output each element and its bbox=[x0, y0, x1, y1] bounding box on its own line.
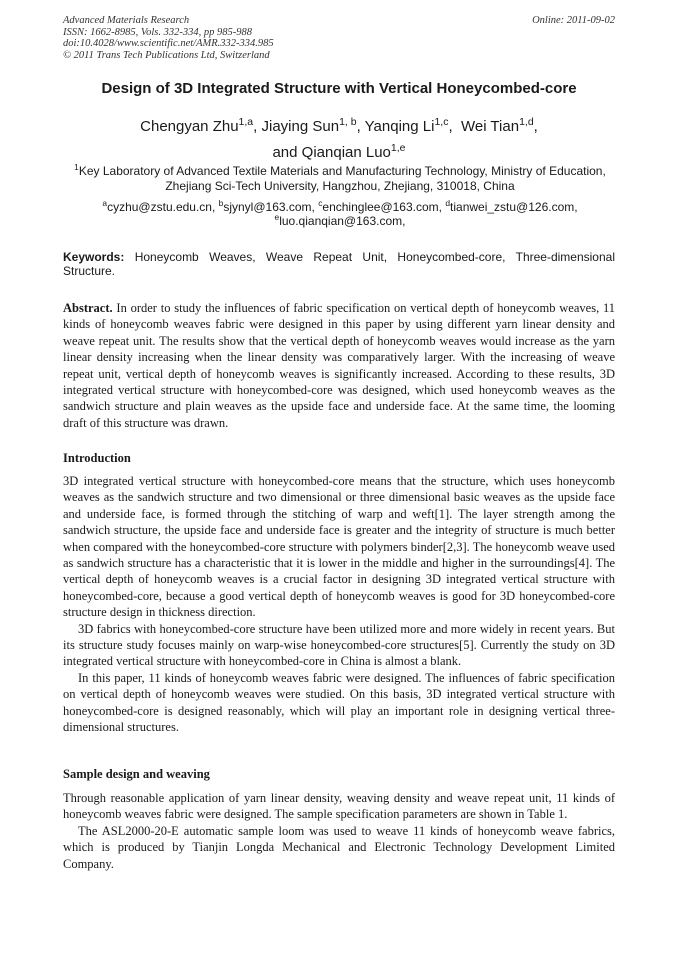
author-name: Jiaying Sun bbox=[261, 118, 340, 135]
keywords-text: Honeycomb Weaves, Weave Repeat Unit, Honeycombed-core, Three-dimensional Structure. bbox=[63, 250, 615, 278]
paragraph: The ASL2000-20-E automatic sample loom was used to weave 11 kinds of honeycomb weave fabrics, which is produced by Tianjin Longda Mechanical and Electronic Technology Development Limited Company. bbox=[63, 823, 615, 871]
email-sup: e bbox=[274, 212, 280, 222]
affiliation-sup: 1 bbox=[74, 162, 79, 172]
journal-name: Advanced Materials Research bbox=[63, 15, 190, 26]
paragraph: Through reasonable application of yarn linear density, weaving density and weave repeat unit, 11 kinds of honeycomb weaves fabric were designed. The sample specification parameters are shown in Table 1. bbox=[63, 791, 615, 822]
affiliation-text-2: Zhejiang Sci-Tech University, Hangzhou, Zhejiang, 310018, China bbox=[165, 179, 515, 193]
abstract-label: Abstract. bbox=[63, 301, 113, 315]
email-address: luo.qianqian@163.com, bbox=[279, 214, 406, 228]
author-name: and Qianqian Luo bbox=[272, 144, 391, 161]
author-sup: 1,c bbox=[434, 116, 449, 128]
author-line-2 bbox=[40, 140, 638, 166]
introduction-body bbox=[63, 473, 615, 736]
email-sup: d bbox=[445, 198, 451, 208]
paragraph: In this paper, 11 kinds of honeycomb weaves fabric were designed. The influences of fabric specification on vertical depth of honeycomb weaves were studied. On this basis, 3D integrated vertical structure with honeycombed-core is designed reasonably, which will play an important role in designing vertical three-dimensional structures. bbox=[63, 670, 615, 735]
email-line-2 bbox=[62, 214, 618, 228]
paper-title: Design of 3D Integrated Structure with Vertical Honeycombed-core bbox=[101, 80, 577, 97]
email-address: sjynyl@163.com, bbox=[223, 200, 319, 214]
abstract-text: In order to study the influences of fabric specification on vertical depth of honeycomb weaves, 11 kinds of honeycomb weaves fabric were designed in this paper by using different yarn linear density and weave repeat unit. The results show that the vertical depth of honeycomb weaves would increase as the yarn linear density increasing when the linear density was comparatively larger. With the increasing of weave repeat unit, vertical depth of honeycomb weaves is significantly increased. According to these results, 3D integrated vertical structure with honeycombed-core was designed, which used honeycomb weaves as the sandwich structure and plain weaves as the upside face and underside face. At the same time, the looming draft of this structure was drawn. bbox=[63, 301, 615, 430]
author-sep: , bbox=[253, 118, 262, 135]
paragraph: 3D integrated vertical structure with honeycombed-core means that the structure, which uses honeycomb weaves as the sandwich structure and two dimensional or three dimensional basic weaves as the upside face and underside face, is formed through the stitching of warp and weft[1]. The layer strength among the sandwich structure, the upside face and underside face is greater and the integrity of structure is much better when compared with the honeycombed-core structure with polymers binder[2,3]. The honeycomb weave used as sandwich structure has a characteristic that it is lower in the middle and higher in the surroundings[4]. The vertical depth of honeycomb weaves is a crucial factor in designing 3D integrated vertical structure with honeycombed-core, because a good vertical depth of honeycomb weaves is good for 3D honeycombed-core structure design in thickness direction. bbox=[63, 474, 615, 620]
author-sup: 1,e bbox=[390, 142, 406, 154]
email-line-1 bbox=[62, 200, 618, 214]
issn-line: ISSN: 1662-8985, Vols. 332-334, pp 985-988 bbox=[63, 26, 252, 38]
email-address: cyzhu@zstu.edu.cn, bbox=[107, 200, 219, 214]
author-sep: , bbox=[448, 118, 461, 135]
author-name: Wei Tian bbox=[460, 118, 520, 135]
journal-header bbox=[63, 15, 274, 61]
author-sep: , bbox=[356, 118, 365, 135]
sample-body bbox=[63, 790, 615, 872]
email-address: enchinglee@163.com, bbox=[322, 200, 446, 214]
keywords-label: Keywords: bbox=[63, 250, 125, 264]
doi-line: doi:10.4028/www.scientific.net/AMR.332-334.985 bbox=[63, 38, 274, 49]
email-address: tianwei_zstu@126.com, bbox=[450, 200, 578, 214]
abstract bbox=[63, 300, 615, 431]
author-sup: 1,d bbox=[519, 116, 534, 128]
keywords bbox=[63, 250, 615, 278]
email-sup: c bbox=[318, 198, 323, 208]
email-sup: b bbox=[218, 198, 224, 208]
copyright-line: © 2011 Trans Tech Publications Ltd, Switzerland bbox=[63, 49, 270, 61]
author-sep: , bbox=[533, 118, 538, 135]
author-name: Chengyan Zhu bbox=[140, 118, 239, 135]
online-date: Online: 2011-09-02 bbox=[532, 15, 615, 26]
section-heading-sample: Sample design and weaving bbox=[63, 767, 210, 781]
author-name: Yanqing Li bbox=[364, 118, 435, 135]
affiliation-line-1 bbox=[62, 164, 618, 179]
author-line-1 bbox=[40, 114, 638, 140]
author-list bbox=[40, 114, 638, 166]
affiliation-text-1: Key Laboratory of Advanced Textile Materials and Manufacturing Technology, Ministry of Education, bbox=[78, 164, 606, 178]
email-list bbox=[62, 200, 618, 228]
email-sup: a bbox=[102, 198, 108, 208]
affiliation bbox=[62, 164, 618, 194]
section-heading-introduction: Introduction bbox=[63, 451, 131, 465]
paragraph: 3D fabrics with honeycombed-core structure have been utilized more and more widely in recent years. But its structure study focuses mainly on warp-wise honeycombed-core structures[5]. Currently the study on 3D integrated vertical structure with honeycombed-core in China is almost a blank. bbox=[63, 621, 615, 669]
author-sup: 1,a bbox=[238, 116, 254, 128]
author-sup: 1, b bbox=[339, 116, 357, 128]
abstract-paragraph bbox=[63, 300, 615, 431]
